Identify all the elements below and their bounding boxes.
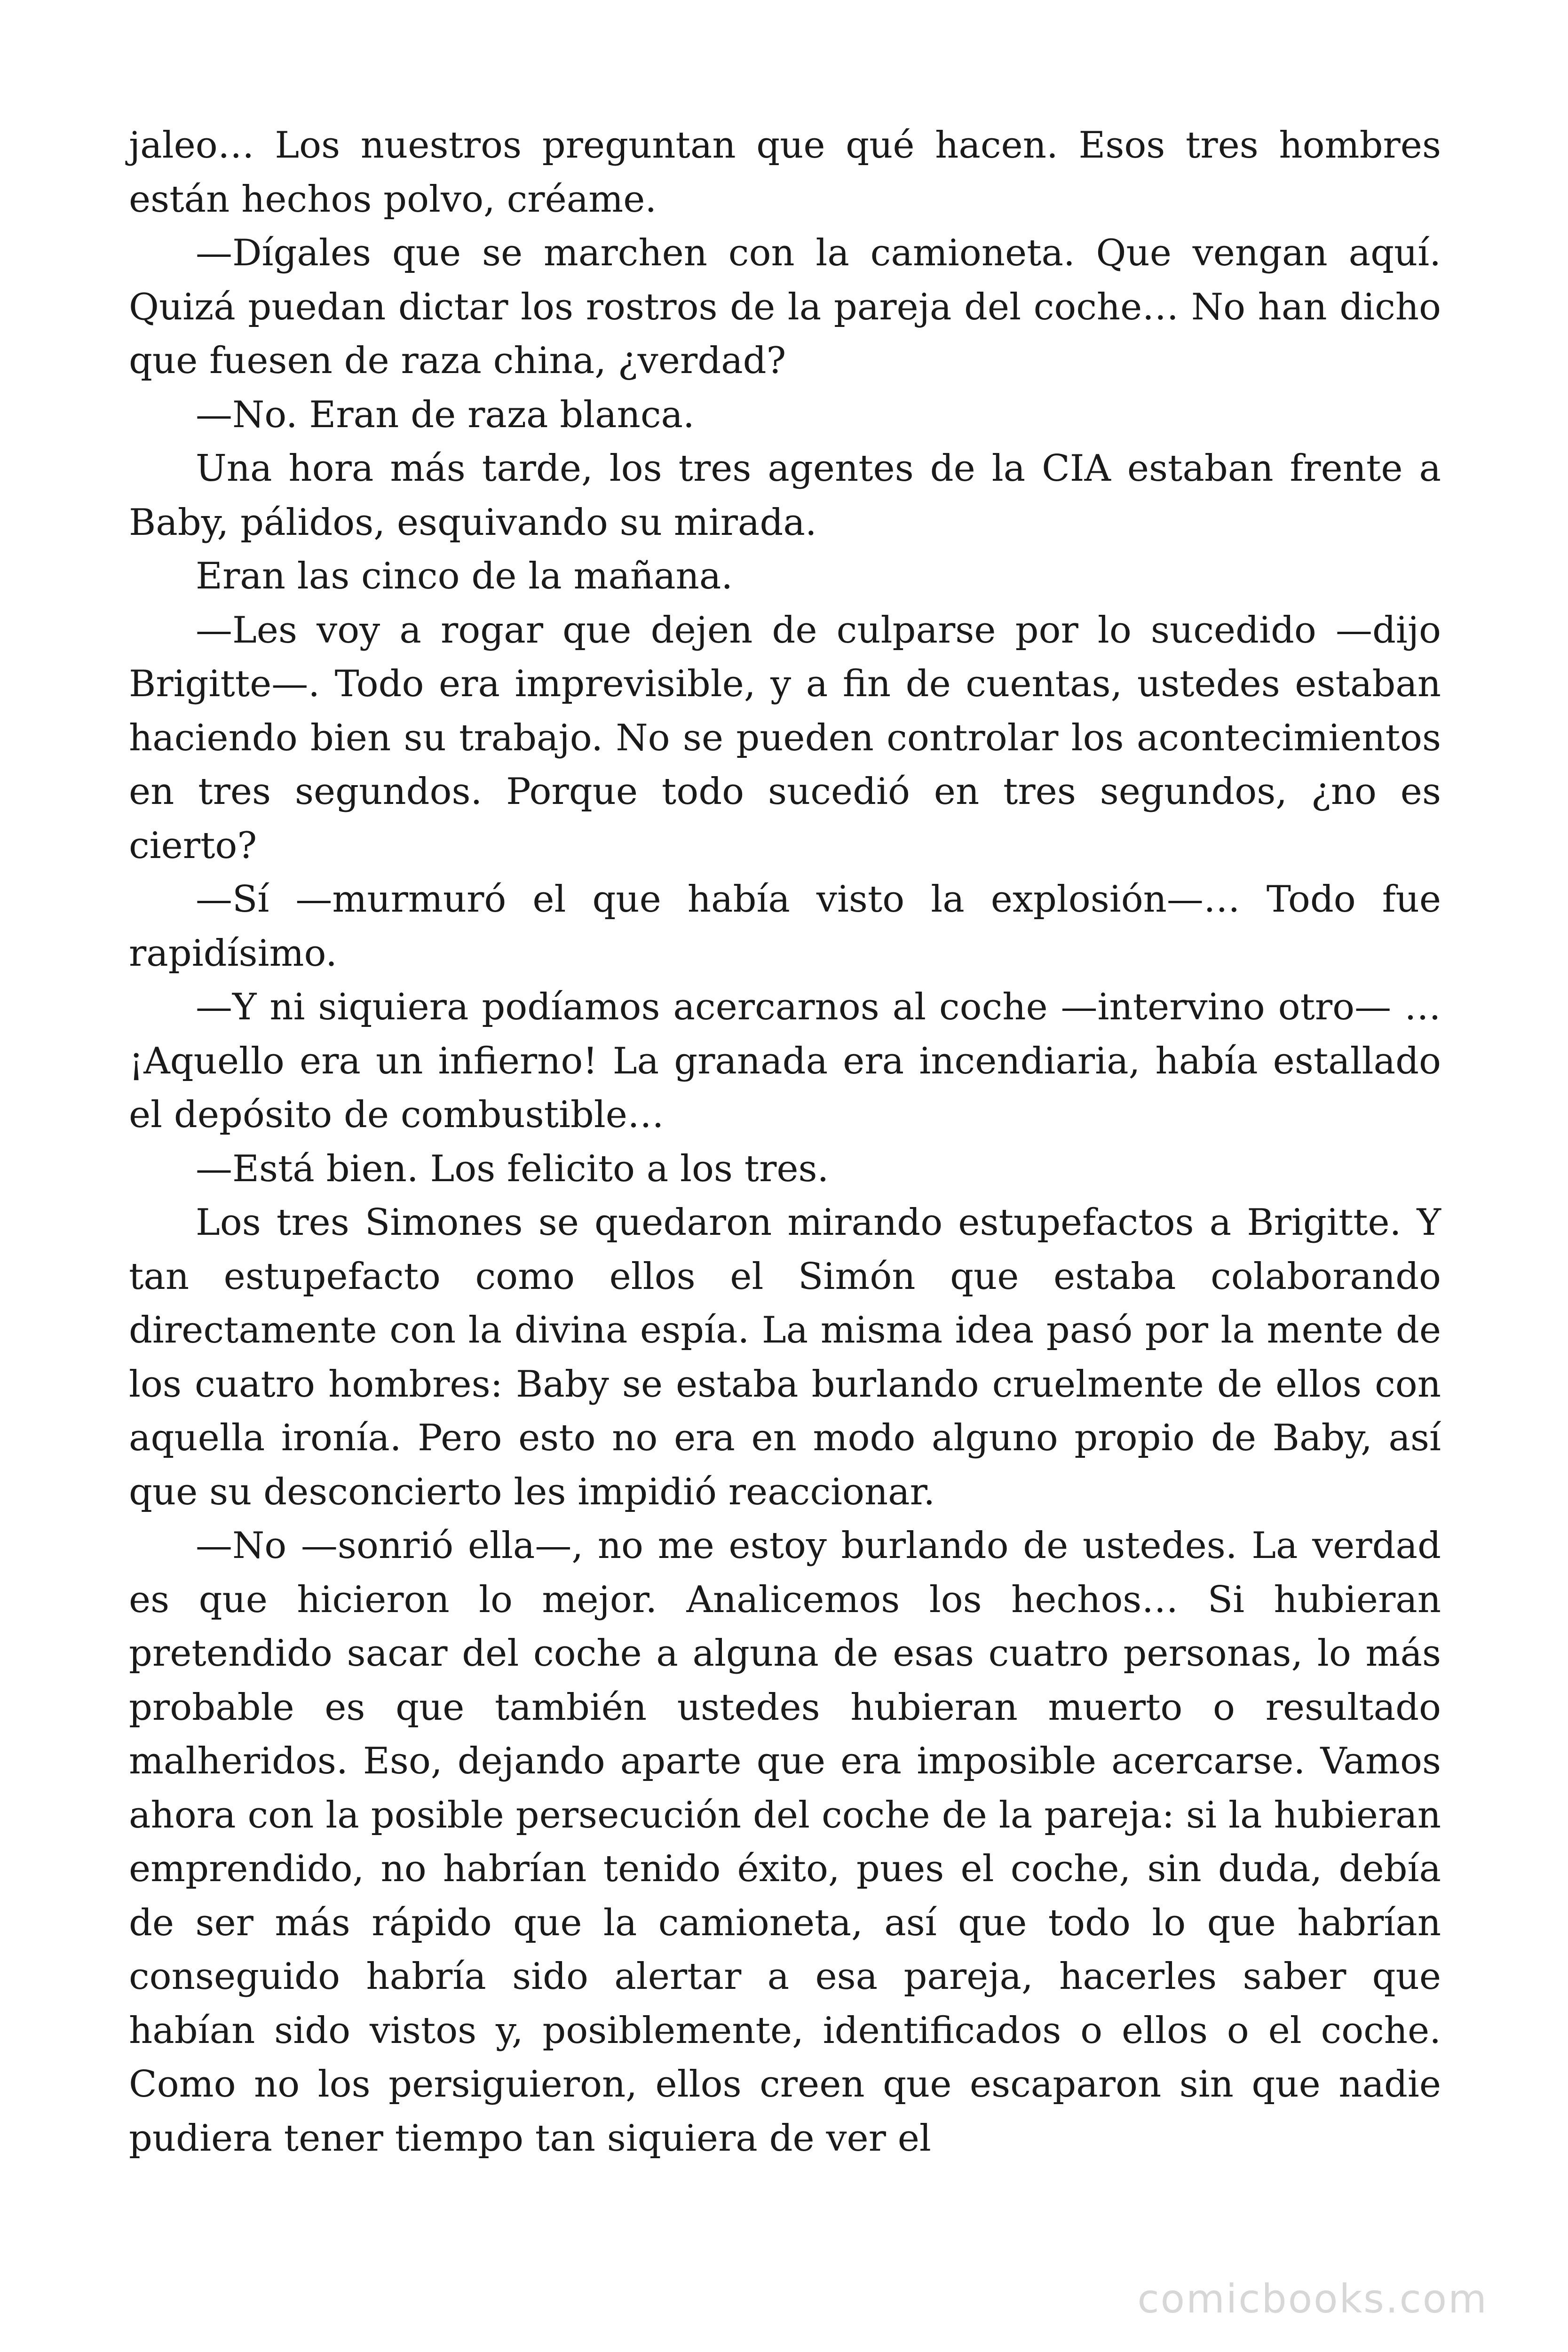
paragraph: —Les voy a rogar que dejen de culparse por lo sucedido —dijo Brigitte—. Todo era imprevisible, y a fin de cuentas, ustedes estaban haciendo bien su trabajo. No se pueden controlar los acontecimientos en tres segundos. Porque todo sucedió en tres segundos, ¿no es cierto?	[129, 609, 1441, 867]
paragraph: —No —sonrió ella—, no me estoy burlando de ustedes. La verdad es que hicieron lo mejor. Analicemos los hechos… Si hubieran pretendido sacar del coche a alguna de esas cuatro personas, lo más probable es que también ustedes hubieran muerto o resultado malheridos. Eso, dejando aparte que era imposible acercarse. Vamos ahora con la posible persecución del coche de la pareja: si la hubieran emprendido, no habrían tenido éxito, pues el coche, sin duda, debía de ser más rápido que la camioneta, así que todo lo que habrían conseguido habría sido alertar a esa pareja, hacerles saber que habían sido vistos y, posiblemente, identificados o ellos o el coche. Como no los persiguieron, ellos creen que escaparon sin que nadie pudiera tener tiempo tan siquiera de ver el	[129, 1525, 1441, 2160]
body-text	[129, 119, 1441, 2165]
paragraph: —Sí —murmuró el que había visto la explosión—… Todo fue rapidísimo.	[129, 878, 1441, 975]
paragraph: Una hora más tarde, los tres agentes de la CIA estaban frente a Baby, pálidos, esquivando su mirada.	[129, 447, 1441, 544]
paragraph-continued: jaleo… Los nuestros preguntan que qué hacen. Esos tres hombres están hechos polvo, créame.	[129, 124, 1441, 221]
paragraph: —No. Eran de raza blanca.	[196, 393, 695, 436]
paragraph: —Está bien. Los felicito a los tres.	[196, 1147, 829, 1190]
paragraph: —Dígales que se marchen con la camioneta. Que vengan aquí. Quizá puedan dictar los rostros de la pareja del coche… No han dicho que fuesen de raza china, ¿verdad?	[129, 232, 1441, 382]
paragraph: Los tres Simones se quedaron mirando estupefactos a Brigitte. Y tan estupefacto como ellos el Simón que estaba colaborando directamente con la divina espía. La misma idea pasó por la mente de los cuatro hombres: Baby se estaba burlando cruelmente de ellos con aquella ironía. Pero esto no era en modo alguno propio de Baby, así que su desconcierto les impidió reaccionar.	[129, 1201, 1441, 1513]
watermark: comicbooks.com	[1137, 2276, 1488, 2322]
paragraph: Eran las cinco de la mañana.	[196, 555, 733, 597]
paragraph: —Y ni siquiera podíamos acercarnos al coche —intervino otro— … ¡Aquello era un infierno! La granada era incendiaria, había estallado el depósito de combustible…	[129, 986, 1441, 1136]
